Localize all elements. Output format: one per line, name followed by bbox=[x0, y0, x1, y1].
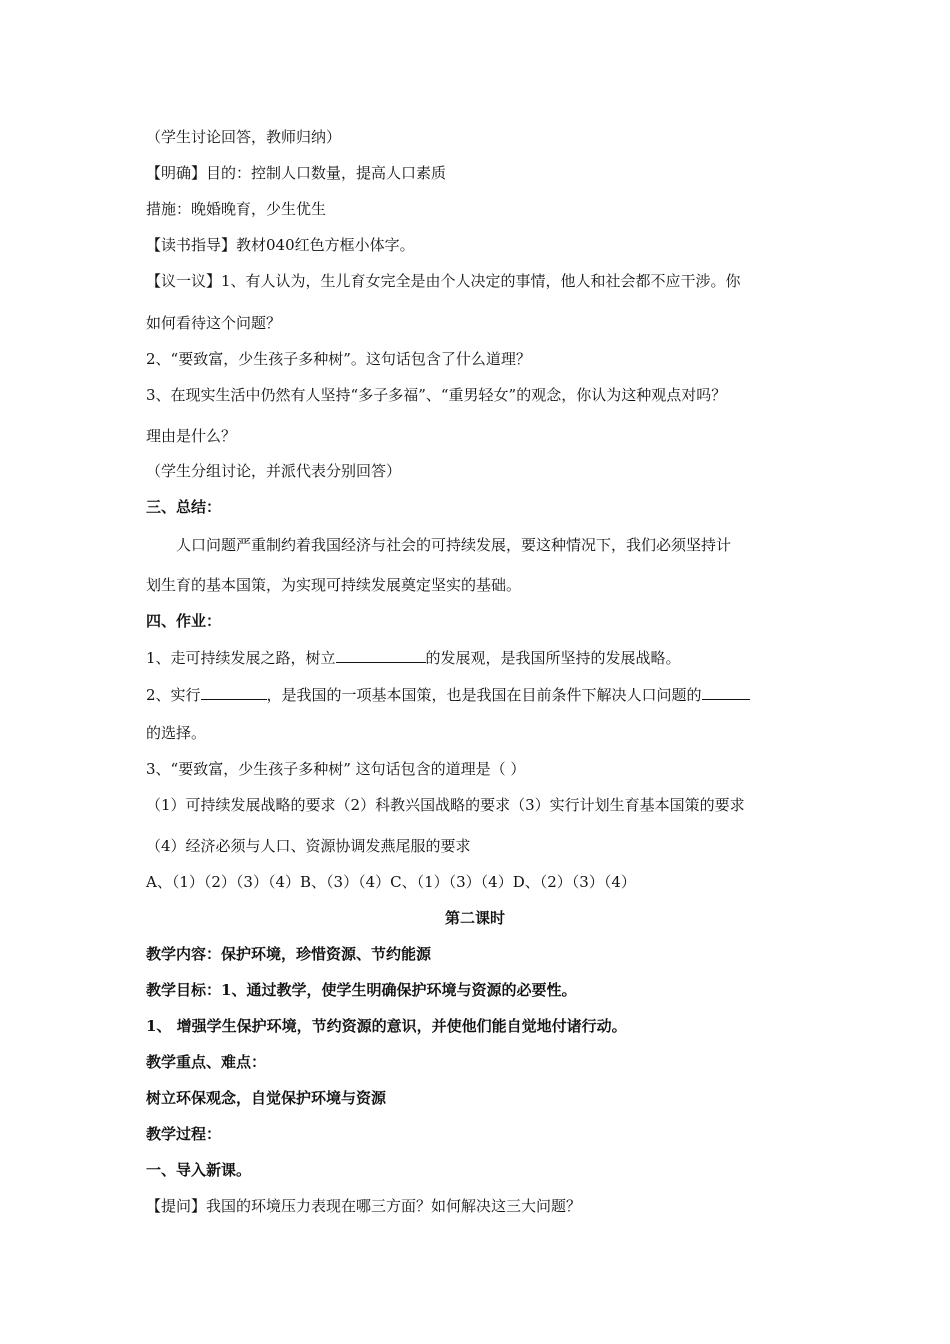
paragraph: 【提问】我国的环境压力表现在哪三方面？如何解决这三大问题？ bbox=[146, 1197, 582, 1215]
paragraph: 3、在现实生活中仍然有人坚持“多子多福”、“重男轻女”的观念，你认为这种观点对吗？ bbox=[146, 386, 727, 404]
paragraph: 措施：晚婚晚育，少生优生 bbox=[146, 200, 327, 218]
section-heading: 一、导入新课。 bbox=[146, 1161, 252, 1179]
paragraph: 2、“要致富，少生孩子多种树”。这句话包含了什么道理？ bbox=[146, 350, 531, 368]
homework-question-1 bbox=[146, 647, 846, 668]
paragraph: 教学过程： bbox=[146, 1125, 222, 1143]
paragraph: 树立环保观念，自觉保护环境与资源 bbox=[146, 1089, 387, 1107]
paragraph: 的选择。 bbox=[146, 724, 207, 742]
section-heading: 四、作业： bbox=[146, 612, 222, 630]
paragraph: （学生讨论回答，教师归纳） bbox=[146, 128, 342, 146]
homework-question-2 bbox=[146, 684, 846, 705]
paragraph: 如何看待这个问题？ bbox=[146, 314, 282, 332]
paragraph: 教学重点、难点： bbox=[146, 1053, 267, 1071]
paragraph: 【读书指导】教材040红色方框小体字。 bbox=[146, 236, 415, 254]
paragraph: （学生分组讨论，并派代表分别回答） bbox=[146, 462, 402, 480]
lesson-title: 第二课时 bbox=[444, 909, 505, 927]
question-text: 的发展观，是我国所坚持的发展战略。 bbox=[425, 649, 681, 667]
paragraph: （4）经济必须与人口、资源协调发燕尾服的要求 bbox=[146, 837, 471, 855]
paragraph: 【明确】目的：控制人口数量，提高人口素质 bbox=[146, 164, 447, 182]
paragraph: 1、 增强学生保护环境，节约资源的意识，并使他们能自觉地付诸行动。 bbox=[146, 1017, 627, 1035]
paragraph: 【议一议】1、有人认为，生儿育女完全是由个人决定的事情，他人和社会都不应干涉。你 bbox=[146, 272, 741, 290]
question-text: 1、走可持续发展之路，树立 bbox=[146, 649, 336, 667]
question-text: ，是我国的一项基本国策，也是我国在目前条件下解决人口问题的 bbox=[266, 686, 702, 704]
paragraph: 3、“要致富，少生孩子多种树” 这句话包含的道理是（ ） bbox=[146, 760, 526, 778]
answer-options: A、（1）（2）（3）（4）B、（3）（4）C、（1）（3）（4）D、（2）（3）（4） bbox=[146, 873, 636, 891]
question-text: 2、实行 bbox=[146, 686, 201, 704]
paragraph: 划生育的基本国策，为实现可持续发展奠定坚实的基础。 bbox=[146, 576, 522, 594]
section-heading: 三、总结： bbox=[146, 498, 222, 516]
fill-blank bbox=[336, 647, 426, 663]
paragraph: （1）可持续发展战略的要求（2）科教兴国战略的要求（3）实行计划生育基本国策的要求 bbox=[146, 796, 745, 814]
fill-blank bbox=[702, 684, 750, 700]
paragraph: 教学目标：1、通过教学，使学生明确保护环境与资源的必要性。 bbox=[146, 981, 577, 999]
paragraph: 教学内容：保护环境，珍惜资源、节约能源 bbox=[146, 945, 432, 963]
paragraph: 理由是什么？ bbox=[146, 427, 237, 445]
fill-blank bbox=[201, 684, 267, 700]
paragraph: 人口问题严重制约着我国经济与社会的可持续发展，要这种情况下，我们必须坚持计 bbox=[176, 536, 732, 554]
